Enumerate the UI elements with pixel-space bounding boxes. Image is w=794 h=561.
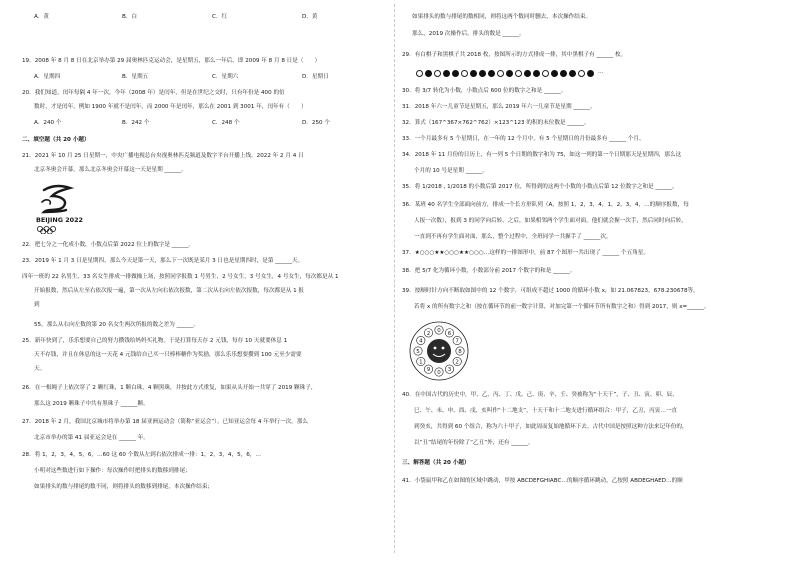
q39-line-1: 39．按顺时针方向不断取如图中的 12 个数字，可组成不超过 1000 的循环小数 x，如 21.0̇67823，678.23067̇8等， [402, 288, 699, 294]
option-c[interactable]: C．248 个 [212, 120, 240, 126]
logo-text: BEIJING 2022 [36, 216, 83, 224]
option-b[interactable]: B．星期五 [122, 74, 149, 80]
q29-text: 29．有白棋子和黑棋子共 2018 枚，按图所示的方式排成一排，其中黑棋子有 ______ 枚。 [402, 52, 627, 58]
q27-line-2: 北京市举办的第 41 届亚运会是在 ______ 年。 [34, 435, 149, 441]
q40-line-1: 40．在中国古代的历史中，甲、乙、丙、丁、戊、己、庚、辛、壬、癸被称为“十天干”，子、丑、寅、卯、辰、 [402, 392, 678, 398]
q25-line-1: 25．新年快到了，乐乐想要自己的努力攒钱给妈妈买礼物。于是打算每天存 2 元钱，每存 10 天就要休息 1 [22, 338, 288, 344]
black-bead [569, 70, 576, 77]
q24-line-4: 55。那么从右向左数的第 20 名女生两次所报的数之差为 ______。 [34, 322, 200, 328]
q33-text: 33．一个月最多有 5 个星期日，在一年的 12 个月中，有 5 个星期日的月份最多有 ______ 个月。 [402, 136, 645, 142]
option-a[interactable]: A．240 个 [34, 120, 62, 126]
option-d[interactable]: D．黄 [302, 14, 318, 20]
q24-line-2: 开始报数，然后从左至右依次报一遍，第一次从左向右依次报数，第二次从右向左依次报数，每次都是从 1 报 [34, 288, 305, 294]
wheel-digit: 2 [426, 330, 431, 337]
wheel-digit: 1 [419, 359, 423, 366]
q34-line-2: 个月的 10 号是星期 ______。 [414, 168, 488, 174]
q23-text: 23．2019 年 1 月 3 日是星期四，那么今天是第一天，那么下一次既是某月 3 日也是星期四时，是第 ______天。 [22, 258, 304, 264]
q36-line-2: 人报一次数），报到 3 的同学向后转，之后，如果相邻两个学生面对面，他们就会握一次手，然后同时向后转， [414, 218, 687, 224]
q28-cont-line-1: 如果排头的数与排尾的数相同，则将这两个数同时删去，本次操作结束。 [412, 14, 592, 20]
wheel-digit: 0 [437, 328, 441, 334]
black-bead [533, 70, 540, 77]
q36-line-1: 36．某班 40 名学生全部面向前方，排成一个长方形队列（A，按照 1，2，3，4，1，2，3，4，…的顺序报数，每 [402, 202, 689, 208]
wheel-digit: 5 [416, 349, 420, 355]
q41-text: 41．小袋鼠甲和乙在如图的区域中跳动，甲按 ABCDEFGHIABC…的顺序循环跳动，乙按照 ABDEGHAED…的顺 [402, 478, 683, 484]
q20-line-2: 数时，才是闰年，例如 1900 年就不是闰年，而 2000 年是闰年，那么在 2001 到 3001 年，闰年有（ ） [34, 104, 307, 110]
wheel-digit: 4 [419, 338, 423, 345]
black-bead [524, 70, 531, 77]
q31-text: 31．2018 年六一儿童节是星期五，那么 2019 年六一儿童节是星期 ______。 [402, 104, 596, 110]
black-bead [488, 70, 495, 77]
bead-ellipsis: … [598, 69, 604, 75]
black-bead [443, 70, 450, 77]
black-bead [470, 70, 477, 77]
black-bead [479, 70, 486, 77]
q28-cont-line-2: 那么，2019 次操作后，排头的数是 ______。 [412, 31, 525, 37]
white-bead [434, 70, 441, 77]
q40-line-3: 到癸亥，共得到 60 个组合，称为六十甲子，如此周而复始地循环下去。古代中国是按照这种方法来记年份的， [414, 424, 688, 430]
q25-line-2: 天不存钱，并且在休息的这一天花 4 元钱给自己买一只棒棒糖作为奖励，那么乐乐想要攒到 100 元至少需要 [34, 352, 302, 358]
beijing-2022-emblem-icon [30, 182, 90, 234]
black-bead [551, 70, 558, 77]
black-bead [425, 70, 432, 77]
black-bead [560, 70, 567, 77]
option-b[interactable]: B．白 [122, 14, 138, 20]
q19-text: 19．2008 年 8 月 8 日在北京举办第 29 届奥林匹克运动会，是星期五，那么一年后，即 2009 年 8 月 8 日是（ ） [22, 58, 321, 64]
option-b[interactable]: B．242 个 [122, 120, 150, 126]
right-column [398, 0, 794, 561]
section-answer-heading: 三、解答题（共 20 小题） [402, 460, 470, 466]
digit-wheel-figure-icon [406, 318, 472, 384]
q26-line-1: 26．在一根绳子上依次穿了 2 颗红珠，1 颗白珠，4 颗黑珠，并按此方式重复，如果从头开始一共穿了 2019 颗珠子， [22, 385, 317, 391]
column-divider [394, 4, 395, 553]
wheel-digit: 6 [447, 330, 452, 337]
q25-line-3: 天。 [34, 366, 46, 372]
option-c[interactable]: C．红 [212, 14, 228, 20]
q28-line-2: 小明对这些数进行如下操作：每次操作时把排头的数移到排尾； [34, 468, 191, 474]
black-bead [452, 70, 459, 77]
option-a[interactable]: A．星期四 [34, 74, 61, 80]
q24-line-1: 四年一班的 22 名男生、33 名女生排成一排做操上场，按照同学报数 1 号男生，2 号女生，3 号女生，4 号女生，每次都是从 1 [22, 274, 339, 280]
white-bead [542, 70, 549, 77]
white-bead [416, 70, 423, 77]
q39-line-2: 若将 x 的所有数字之和（按在循环节的前一数字计算，对加完第一个循环节所有数字之和）得到 2017，则 x=______。 [414, 304, 710, 310]
option-d[interactable]: D．星期日 [302, 74, 329, 80]
wheel-digit: 2 [455, 359, 459, 366]
q20-line-1: 20．我们知道，闰年每隔 4 年一次，今年（2008 年）是闰年，但是在世纪之交时，只有年份是 400 的倍 [22, 90, 285, 96]
q27-line-1: 27．2018 年 2 月，我国北京城市将举办第 18 届亚洲运动会（简称“亚运会”）。已知亚运会每 4 年举行一次。那么 [22, 419, 308, 425]
white-bead [515, 70, 522, 77]
left-column [0, 0, 392, 561]
q35-text: 35．将 1/2018 , 1/2018 的小数后第 2017 位，所得到的这两个小数的小数点后第 12 位数字之和是 ______。 [402, 184, 678, 190]
white-bead [497, 70, 504, 77]
wheel-digit: 7 [455, 338, 459, 345]
white-bead [461, 70, 468, 77]
option-d[interactable]: D．250 个 [302, 120, 330, 126]
black-bead [506, 70, 513, 77]
q22-text: 22．把七分之一化成小数，小数点后第 2022 位上的数字是 ______。 [22, 242, 195, 248]
wheel-digit: 0 [437, 370, 441, 376]
wheel-digit: 8 [458, 349, 462, 355]
q32-text: 32．算式（167^367×762^762）×123^123 的积的末位数是 ______。 [402, 120, 590, 126]
q28-line-1: 28．将 1，2，3，4，5，6，…60 这 60 个数从左到右依次排成一排：1，2，3，4，5，6，… [22, 452, 261, 458]
q26-line-2: 那么这 2019 颗珠子中共有黑珠子 ______颗。 [34, 401, 149, 407]
q40-line-4: 以“丑”结尾的年份除了“乙丑”外，还有 ______。 [414, 440, 534, 446]
q38-text: 38．把 5/7 化为循环小数，小数部分前 2017 个数字的和是 ______。 [402, 268, 576, 274]
black-bead [587, 70, 594, 77]
q34-line-1: 34．2018 年 11 月份的日历上，有一列 5 个日期的数字和为 75，如这一列的第一个日期那天是星期四，那么这 [402, 152, 682, 158]
wheel-digit: 3 [447, 367, 452, 374]
q21-line-1: 21．2021 年 10 月 25 日星期一，中央广播电视总台央视奥林匹克频道及数字平台开播上线。2022 年 2 月 4 日 [22, 153, 304, 159]
q24-line-3: 到 [34, 302, 40, 308]
q21-line-2: 北京冬奥会开幕，那么北京冬奥会开幕这一天是星期 ______。 [34, 167, 187, 173]
q36-line-3: 一直到不再有学生面对面，那么，整个过程中，全班同学一共握手了 ______次。 [414, 234, 612, 240]
wheel-digit: 9 [426, 367, 431, 374]
q37-text: 37．★○○○★★○○○★★○○○…这样的一排图形中，前 87 个图形一共出现了 ______ 个五角星。 [402, 250, 649, 256]
option-a[interactable]: A．黄 [34, 14, 50, 20]
option-c[interactable]: C．星期六 [212, 74, 239, 80]
white-bead [578, 70, 585, 77]
section-fill-in-heading: 二、填空题（共 20 小题） [22, 137, 90, 143]
q28-line-3: 如果排头的数与排尾的数不同，则将排头的数移到排尾，本次操作结束； [34, 484, 214, 490]
q40-line-2: 巳、午、未、申、酉、戌、亥叫作“十二地支”，十天干和十二地支进行循环组合：甲子，乙丑，丙寅…一直 [414, 408, 678, 414]
q30-text: 30．将 3/7 转化为小数，小数点后 600 位的数字之和是 ______。 [402, 88, 567, 94]
